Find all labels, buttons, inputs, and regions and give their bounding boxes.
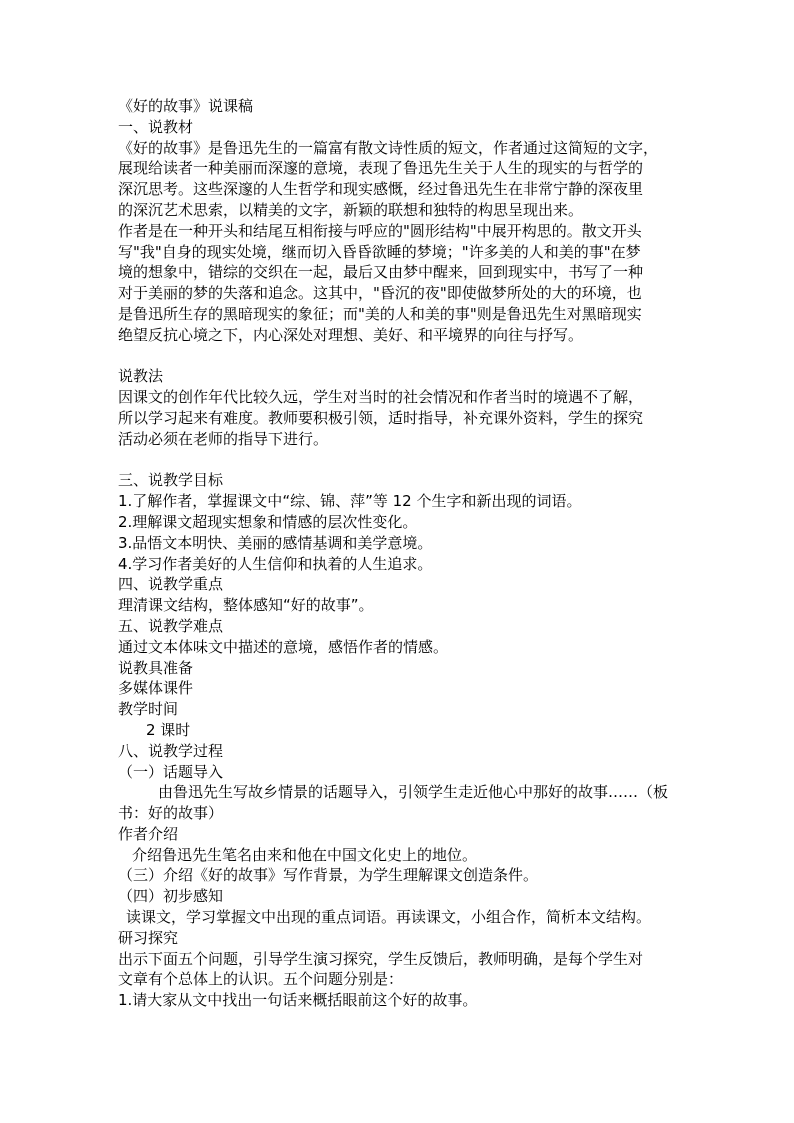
document-title: 《好的故事》说课稿: [118, 97, 254, 115]
paragraph-line: 作者是在一种开头和结尾互相衔接与呼应的"圆形结构"中展开构思的。散文开头: [118, 221, 642, 240]
paragraph-line: 2 课时: [146, 720, 191, 739]
section-heading-difficulties: 五、说教学难点: [118, 616, 224, 635]
section-heading-materials: 说教具准备: [118, 658, 194, 677]
paragraph-line: 是鲁迅所生存的黑暗现实的象征；而"美的人和美的事"则是鲁迅先生对黑暗现实: [118, 304, 642, 323]
paragraph-line: 境的想象中，错综的交织在一起，最后又由梦中醒来，回到现实中，书写了一种: [118, 263, 644, 282]
paragraph-line: 介绍鲁迅先生笔名由来和他在中国文化史上的地位。: [132, 845, 478, 864]
section-heading-time: 教学时间: [118, 700, 179, 719]
paragraph-line: 通过文本体味文中描述的意境，感悟作者的情感。: [118, 637, 449, 656]
subsection-heading: 研习探究: [118, 928, 179, 947]
paragraph-line: 由鲁迅先生写故乡情景的话题导入，引领学生走近他心中那好的故事……（板: [158, 783, 669, 802]
blank-line: [118, 450, 684, 471]
subsection-heading: 作者介绍: [118, 824, 179, 843]
paragraph-line: 多媒体课件: [118, 679, 194, 698]
subsection-heading: （一）话题导入: [118, 762, 224, 781]
section-heading-textbook: 一、说教材: [118, 117, 194, 136]
document-body: [118, 96, 684, 1011]
paragraph-line: 所以学习起来有难度。教师要积极引领，适时指导，补充课外资料，学生的探究: [118, 408, 644, 427]
subsection-heading: （四）初步感知: [118, 887, 224, 906]
objective-item: 4.学习作者美好的人生信仰和执着的人生追求。: [118, 554, 433, 573]
blank-line: [118, 346, 684, 367]
paragraph-line: 活动必须在老师的指导下进行。: [118, 429, 329, 448]
paragraph-line: 因课文的创作年代比较久远，学生对当时的社会情况和作者当时的境遇不了解，: [118, 388, 644, 407]
section-heading-key-points: 四、说教学重点: [118, 575, 224, 594]
objective-item: 3.品悟文本明快、美丽的感情基调和美学意境。: [118, 533, 433, 552]
question-item: 1.请大家从文中找出一句话来概括眼前这个好的故事。: [118, 991, 478, 1010]
paragraph-line: 文章有个总体上的认识。五个问题分别是：: [118, 970, 404, 989]
objective-item: 2.理解课文超现实想象和情感的层次性变化。: [118, 512, 418, 531]
objective-item: 1.了解作者，掌握课文中“综、锦、萍”等 12 个生字和新出现的词语。: [118, 492, 582, 511]
section-heading-objectives: 三、说教学目标: [118, 471, 224, 490]
paragraph-line: 《好的故事》是鲁迅先生的一篇富有散文诗性质的短文，作者通过这简短的文字，: [118, 138, 659, 157]
paragraph-line: 绝望反抗心境之下，内心深处对理想、美好、和平境界的向往与抒写。: [118, 325, 584, 344]
paragraph-line: 展现给读者一种美丽而深邃的意境，表现了鲁迅先生关于人生的现实的与哲学的: [118, 159, 644, 178]
paragraph-line: （三）介绍《好的故事》写作背景，为学生理解课文创造条件。: [118, 866, 539, 885]
paragraph-line: 书：好的故事）: [118, 804, 224, 823]
paragraph-line: 的深沉艺术思索，以精美的文字，新颖的联想和独特的构思呈现出来。: [118, 200, 584, 219]
section-heading-teaching-method: 说教法: [118, 367, 164, 386]
paragraph-line: 理清课文结构，整体感知“好的故事”。: [118, 596, 374, 615]
section-heading-process: 八、说教学过程: [118, 741, 224, 760]
paragraph-line: 读课文，学习掌握文中出现的重点词语。再读课文，小组合作，简析本文结构。: [126, 908, 652, 927]
paragraph-line: 深沉思考。这些深邃的人生哲学和现实感慨，经过鲁迅先生在非常宁静的深夜里: [118, 180, 644, 199]
paragraph-line: 写"我"自身的现实处境，继而切入昏昏欲睡的梦境；"许多美的人和美的事"在梦: [118, 242, 641, 261]
paragraph-line: 出示下面五个问题，引导学生演习探究，学生反馈后，教师明确，是每个学生对: [118, 949, 644, 968]
paragraph-line: 对于美丽的梦的失落和追念。这其中，"昏沉的夜"即使做梦所处的大的环境，也: [118, 284, 642, 303]
